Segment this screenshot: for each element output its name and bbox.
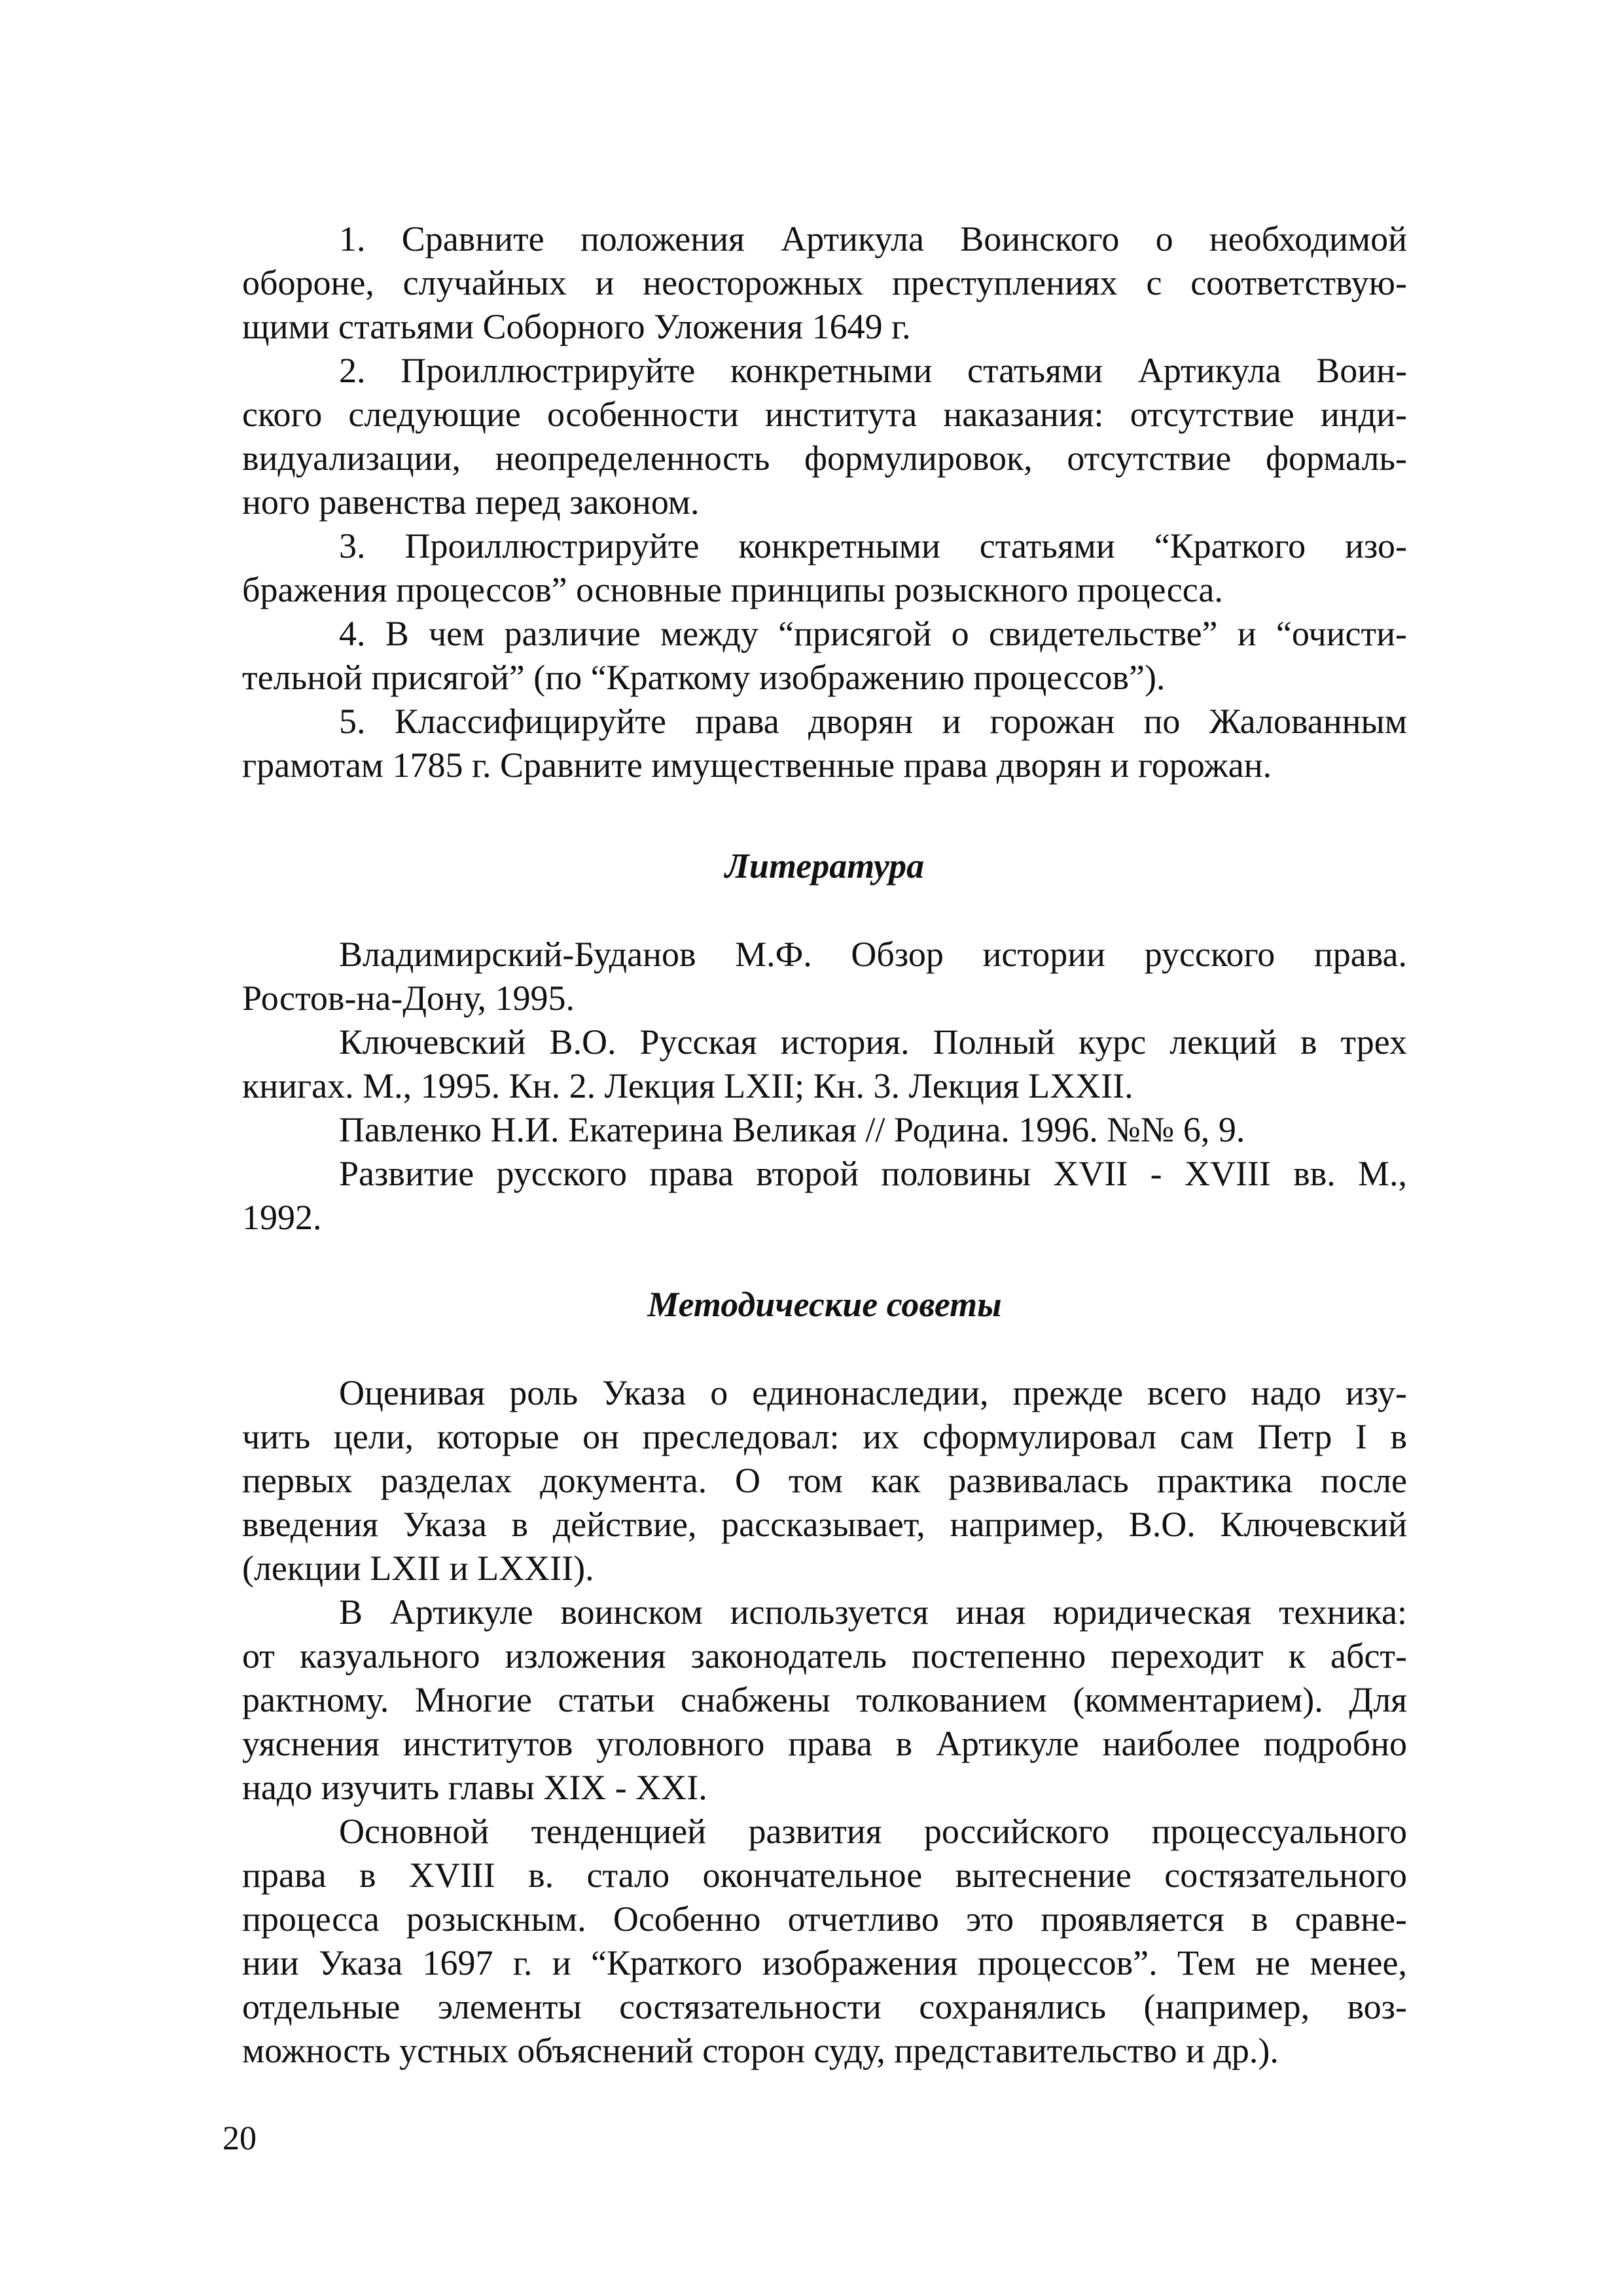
text-line: 1. Сравните положения Артикула Воинского о необходимой xyxy=(339,219,1407,259)
advice-paragraph xyxy=(242,1810,1407,2073)
advice-heading: Методические советы xyxy=(647,1285,1002,1324)
text-line: грамотам 1785 г. Сравните имущественные права дворян и горожан. xyxy=(242,745,1272,785)
text-line: ного равенства перед законом. xyxy=(242,482,700,522)
text-line: Ключевский В.О. Русская история. Полный курс лекций в трех xyxy=(339,1022,1407,1062)
text-line: бражения процессов” основные принципы розыскного процесса. xyxy=(242,570,1223,609)
text-line: Владимирский-Буданов М.Ф. Обзор истории русского права. xyxy=(339,935,1407,974)
text-line: (лекции LXII и LXXII). xyxy=(242,1549,594,1588)
question-5 xyxy=(242,700,1407,787)
text-line: Павленко Н.И. Екатерина Великая // Родина. 1996. №№ 6, 9. xyxy=(339,1110,1245,1149)
text-line: книгах. М., 1995. Кн. 2. Лекция LXII; Кн. 3. Лекция LXXII. xyxy=(242,1066,1133,1105)
literature-entry xyxy=(242,933,1407,1020)
literature-list xyxy=(242,933,1407,1240)
advice-section xyxy=(242,1371,1407,2073)
text-line: от казуального изложения законодатель постепенно переходит к абст- xyxy=(242,1636,1407,1676)
questions-section xyxy=(242,217,1407,787)
text-line: 2. Проиллюстрируйте конкретными статьями Артикула Воин- xyxy=(339,351,1407,390)
text-line: В Артикуле воинском используется иная юридическая техника: xyxy=(339,1592,1407,1632)
literature-entry xyxy=(242,1152,1407,1240)
text-line: Развитие русского права второй половины XVII - XVIII вв. М., xyxy=(339,1154,1407,1193)
question-4 xyxy=(242,612,1407,700)
text-line: Основной тенденцией развития российского процессуального xyxy=(339,1812,1407,1851)
text-line: можность устных объяснений сторон суду, представительство и др.). xyxy=(242,2031,1279,2070)
text-line: уяснения институтов уголовного права в Артикуле наиболее подробно xyxy=(242,1724,1407,1763)
literature-entry xyxy=(242,1108,1407,1152)
text-line: Оценивая роль Указа о единонаследии, прежде всего надо изу- xyxy=(339,1373,1407,1412)
text-line: тельной присягой” (по “Краткому изображению процессов”). xyxy=(242,658,1166,697)
literature-heading: Литература xyxy=(724,846,925,886)
question-3 xyxy=(242,524,1407,612)
text-line: чить цели, которые он преследовал: их сформулировал сам Петр I в xyxy=(242,1417,1407,1456)
text-line: видуализации, неопределенность формулировок, отсутствие формаль- xyxy=(242,439,1407,478)
text-line: щими статьями Соборного Уложения 1649 г. xyxy=(242,307,911,346)
text-line: процесса розыскным. Особенно отчетливо это проявляется в сравне- xyxy=(242,1899,1407,1939)
page-number: 20 xyxy=(223,2120,257,2157)
literature-entry xyxy=(242,1020,1407,1108)
text-line: обороне, случайных и неосторожных преступлениях с соответствую- xyxy=(242,263,1407,302)
question-1 xyxy=(242,217,1407,349)
text-line: надо изучить главы XIX - XXI. xyxy=(242,1768,707,1807)
text-line: введения Указа в действие, рассказывает, например, В.О. Ключевский xyxy=(242,1505,1407,1544)
advice-paragraph xyxy=(242,1590,1407,1810)
text-line: первых разделах документа. О том как развивалась практика после xyxy=(242,1461,1407,1500)
text-line: ского следующие особенности института наказания: отсутствие инди- xyxy=(242,395,1407,434)
text-line: рактному. Многие статьи снабжены толкованием (комментарием). Для xyxy=(242,1680,1407,1719)
text-line: 5. Классифицируйте права дворян и горожан по Жалованным xyxy=(339,702,1407,741)
text-line: отдельные элементы состязательности сохранялись (например, воз- xyxy=(242,1987,1407,2026)
text-line: 3. Проиллюстрируйте конкретными статьями “Краткого изо- xyxy=(339,526,1407,565)
text-line: Ростов-на-Дону, 1995. xyxy=(242,978,575,1018)
text-line: 4. В чем различие между “присягой о свидетельстве” и “очисти- xyxy=(339,614,1407,653)
question-2 xyxy=(242,349,1407,524)
text-line: нии Указа 1697 г. и “Краткого изображения процессов”. Тем не менее, xyxy=(242,1943,1407,1982)
text-line: права в XVIII в. стало окончательное вытеснение состязательного xyxy=(242,1856,1407,1895)
text-line: 1992. xyxy=(242,1198,322,1237)
advice-paragraph xyxy=(242,1371,1407,1590)
